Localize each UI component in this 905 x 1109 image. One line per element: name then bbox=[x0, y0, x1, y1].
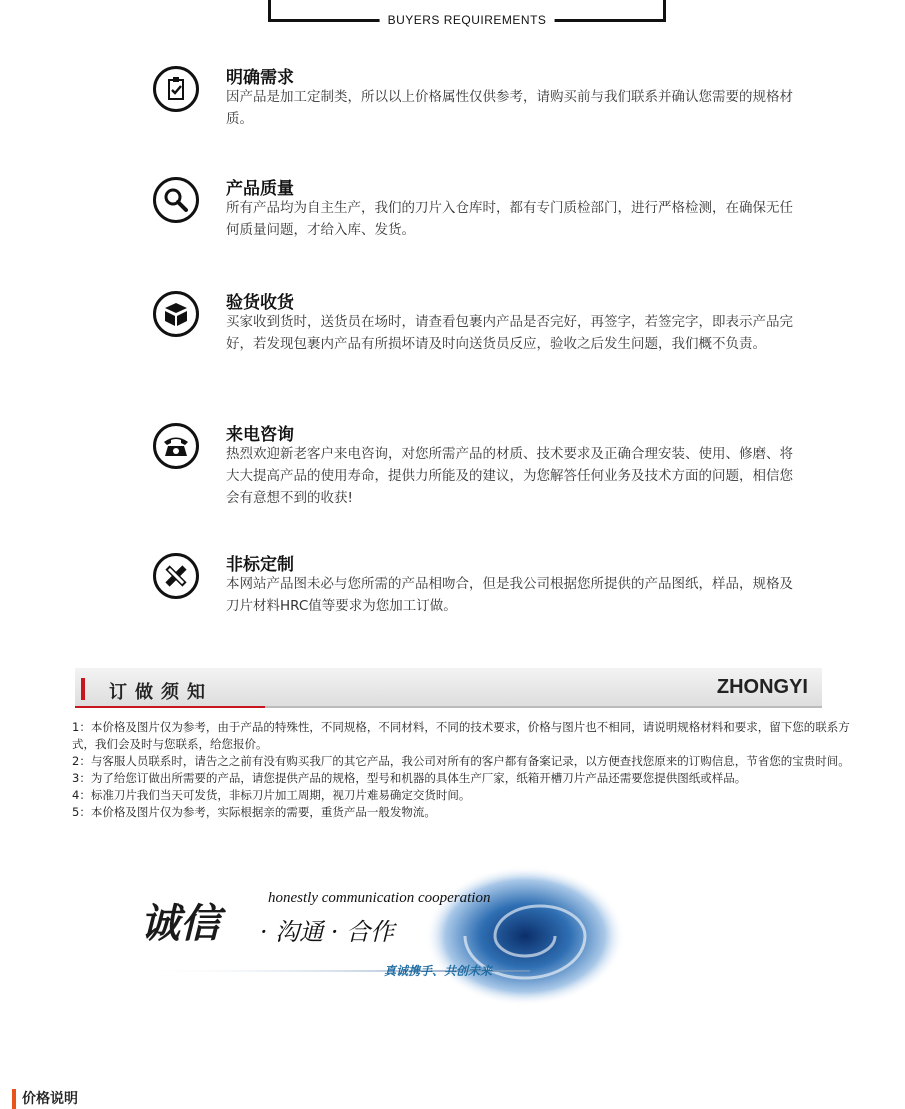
section-title: 非标定制 bbox=[226, 555, 294, 575]
magnifier-icon bbox=[153, 177, 199, 223]
section-text: 热烈欢迎新老客户来电咨询，对您所需产品的材质、技术要求及正确合理安装、使用、修磨、将大大提高产品的使用寿命，提供力所能及的建议，为您解答任何业务及技术方面的问题，相信您会有意想不到的收获! bbox=[226, 446, 793, 506]
slogan-main-text: 诚信 bbox=[140, 900, 220, 947]
section-title: 验货收货 bbox=[226, 293, 294, 313]
section-title: 明确需求 bbox=[226, 68, 294, 88]
package-icon bbox=[153, 291, 199, 337]
note-item: 3：为了给您订做出所需要的产品，请您提供产品的规格，型号和机器的具体生产厂家，纸箱开槽刀片产品还需要您提供图纸或样品。 bbox=[72, 771, 747, 785]
section-text: 本网站产品图未必与您所需的产品相吻合，但是我公司根据您所提供的产品图纸，样品，规格及刀片材料HRC值等要求为您加工订做。 bbox=[226, 576, 793, 614]
telephone-icon bbox=[153, 423, 199, 469]
clipboard-check-icon bbox=[153, 66, 199, 112]
section-text: 所有产品均为自主生产，我们的刀片入仓库时，都有专门质检部门，进行严格检测，在确保无任何质量问题，才给入库、发货。 bbox=[226, 200, 793, 238]
banner-accent-bar bbox=[81, 678, 85, 700]
order-notes bbox=[72, 719, 862, 821]
header-subtitle: BUYERS REQUIREMENTS bbox=[380, 13, 555, 27]
slogan-english-text: honestly communication cooperation bbox=[268, 890, 491, 906]
banner-underline bbox=[75, 706, 265, 708]
order-notice-banner bbox=[75, 668, 822, 708]
note-item: 4：标准刀片我们当天可发货，非标刀片加工周期，视刀片难易确定交货时间。 bbox=[72, 788, 471, 802]
section-title: 来电咨询 bbox=[226, 425, 294, 445]
buyers-requirements-header bbox=[268, 0, 666, 27]
note-item: 2：与客服人员联系时，请告之之前有没有购买我厂的其它产品，我公司对所有的客户都有备案记录，以方便查找您原来的订购信息，节省您的宝贵时间。 bbox=[72, 754, 850, 768]
section-text: 因产品是加工定制类，所以以上价格属性仅供参考，请购买前与我们联系并确认您需要的规格材质。 bbox=[226, 89, 793, 127]
slogan-tagline: 真诚携手、共创未来 bbox=[384, 964, 493, 978]
note-item: 5：本价格及图片仅为参考，实际根据亲的需要，重货产品一般发物流。 bbox=[72, 805, 436, 819]
brand-logo-text: ZHONGYI bbox=[716, 676, 808, 698]
banner-title: 订做须知 bbox=[109, 682, 213, 703]
section-text: 买家收到货时，送货员在场时，请查看包裹内产品是否完好，再签字，若签完字，即表示产品完好，若发现包裹内产品有所损坏请及时向送货员反应，验收之后发生问题，我们概不负责。 bbox=[226, 314, 793, 352]
section-title: 产品质量 bbox=[226, 179, 294, 199]
price-info-label: 价格说明 bbox=[12, 1089, 78, 1109]
slogan-graphic bbox=[130, 866, 625, 1011]
slogan-sub-text: · 沟通 · 合作 bbox=[260, 918, 395, 946]
pencil-ruler-icon bbox=[153, 553, 199, 599]
note-item: 1：本价格及图片仅为参考，由于产品的特殊性，不同规格，不同材料，不同的技术要求，价格与图片也不相同，请说明规格材料和要求，留下您的联系方式，我们会及时与您联系，给您报价。 bbox=[72, 720, 850, 751]
